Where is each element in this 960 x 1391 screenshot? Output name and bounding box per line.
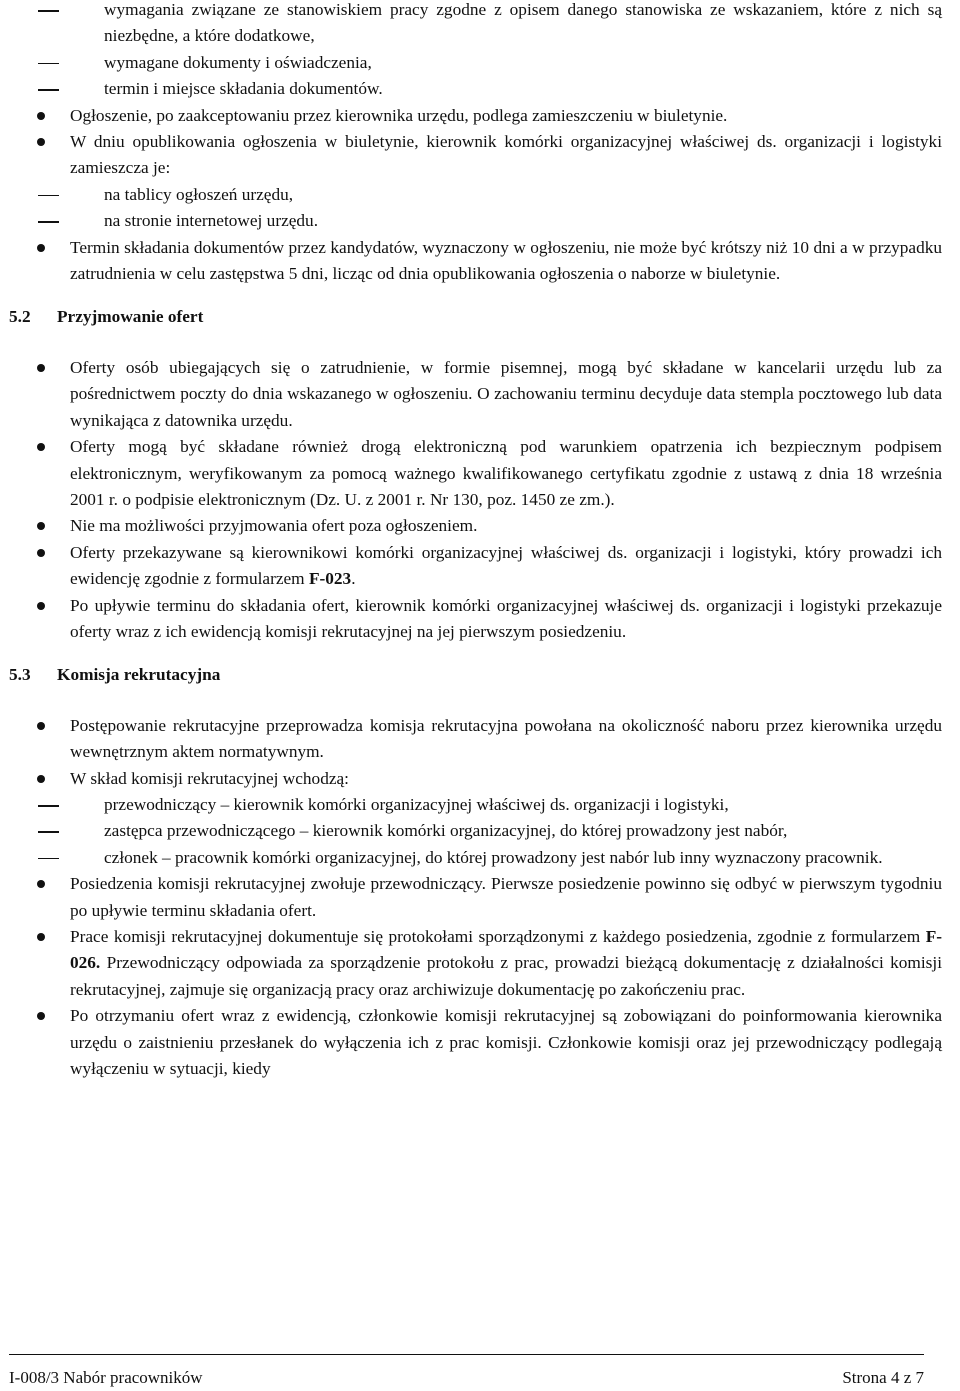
item-text: W dniu opublikowania ogłoszenia w biuletynie, kierownik komórki organizacyjnej właściwej ds. organizacji i logistyki zamieszcza je: [70,132,942,178]
bullet-list-item [0,593,960,646]
item-text: W skład komisji rekrutacyjnej wchodzą: [70,768,349,788]
bullet-marker-icon [37,522,45,530]
item-text-continued: Przewodniczący odpowiada za sporządzenie protokołu z prac, prowadzi bieżącą dokumentację z działalności komisji rekrutacyjnej, zajmuje się organizacją pracy oraz archiwizuje dokumentację po zakończeniu prac. [70,953,942,999]
bullet-list-item [0,1003,960,1082]
section-title: Komisja rekrutacyjna [57,665,221,685]
section-heading-5-2 [0,304,960,330]
dash-list-item [0,182,960,208]
footer-page-number: Strona 4 z 7 [842,1368,924,1387]
dash-list-item [0,76,960,102]
bullet-marker-icon [37,602,45,610]
dash-marker-icon [38,63,59,65]
form-code: F-026. [70,927,942,973]
bullet-marker-icon [37,880,45,888]
item-text: termin i miejsce składania dokumentów. [104,79,383,99]
item-text: na stronie internetowej urzędu. [104,211,319,231]
item-text: Po upływie terminu do składania ofert, kierownik komórki organizacyjnej właściwej ds. organizacji i logistyki przekazuje oferty wraz z ich ewidencją komisji rekrutacyjnej na jej pierwszym posiedzeniu. [70,595,942,641]
item-text: Oferty mogą być składane również drogą elektroniczną pod warunkiem opatrzenia ich bezpiecznym podpisem elektronicznym, weryfikowanym za pomocą ważnego kwalifikowanego certyfikatu zgodnie z ustawą z dnia 18 września 2001 r. o podpisie elektronicznym (Dz. U. z 2001 r. Nr 130, poz. 1450 ze zm.). [70,437,942,509]
item-text: Prace komisji rekrutacyjnej dokumentuje się protokołami sporządzonymi z każdego posiedzenia, zgodnie z formularzem [70,927,926,946]
item-text: przewodniczący – kierownik komórki organizacyjnej właściwej ds. organizacji i logistyki, [104,794,729,814]
item-text: Nie ma możliwości przyjmowania ofert poza ogłoszeniem. [70,516,478,536]
item-text: Po otrzymaniu ofert wraz z ewidencją, członkowie komisji rekrutacyjnej są zobowiązani do poinformowania kierownika urzędu o zaistnieniu przesłanek do wyłączenia ich z prac komisji. Członkowie komisji oraz jej przewodniczący podlegają wyłączeniu w sytuacji, kiedy [70,1006,942,1079]
section-number: 5.2 [9,307,31,327]
item-text: Termin składania dokumentów przez kandydatów, wyznaczony w ogłoszeniu, nie może być krótszy niż 10 dni a w przypadku zatrudnienia w celu zastępstwa 5 dni, licząc od dnia opublikowania ogłoszenia o naborze w biuletynie. [70,237,942,284]
item-text-continued: . [351,569,356,589]
bullet-marker-icon [37,933,45,941]
bullet-marker-icon [37,364,45,372]
bullet-marker-icon [37,244,45,252]
bullet-list-item [0,513,960,539]
form-code: F-023 [308,569,352,589]
item-text: Postępowanie rekrutacyjne przeprowadza komisja rekrutacyjna powołana na okoliczność naboru przez kierownika urzędu wewnętrznym aktem normatywnym. [70,715,942,762]
dash-list-item [0,208,960,234]
dash-marker-icon [38,831,59,833]
section-title: Przyjmowanie ofert [57,307,204,327]
bullet-list-item [0,924,960,1003]
items-top [0,0,960,287]
section-number: 5.3 [9,665,31,685]
bullet-list-item [0,235,960,288]
item-text: wymagane dokumenty i oświadczenia, [104,52,372,72]
section-5-2-items [0,355,960,645]
dash-marker-icon [38,10,59,12]
bullet-list-item [0,766,960,792]
bullet-list-item [0,540,960,593]
bullet-marker-icon [37,138,45,146]
bullet-list-item [0,103,960,129]
dash-marker-icon [38,221,59,223]
dash-list-item [0,50,960,76]
item-text: wymagania związane ze stanowiskiem pracy zgodne z opisem danego stanowiska ze wskazaniem, które z nich są niezbędne, a które dodatkowe, [104,0,942,46]
bullet-list-item [0,713,960,766]
section-5-3-items [0,713,960,1083]
dash-list-item [0,0,960,50]
item-text: zastępca przewodniczącego – kierownik komórki organizacyjnej, do której prowadzony jest nabór, [104,821,788,841]
section-heading-5-3 [0,662,960,688]
dash-marker-icon [38,805,59,807]
bullet-list-item [0,129,960,182]
bullet-marker-icon [37,112,45,120]
dash-marker-icon [38,195,59,197]
bullet-marker-icon [37,549,45,557]
bullet-marker-icon [37,443,45,451]
item-text: członek – pracownik komórki organizacyjnej, do której prowadzony jest nabór lub inny wyznaczony pracownik. [104,847,883,867]
dash-list-item [0,845,960,871]
footer-doc-id: I-008/3 Nabór pracowników [9,1368,203,1387]
bullet-marker-icon [37,722,45,730]
item-text: Oferty osób ubiegających się o zatrudnienie, w formie pisemnej, mogą być składane w kancelarii urzędu lub za pośrednictwem poczty do dnia wskazanego w ogłoszeniu. O zachowaniu terminu decyduje data stempla pocztowego lub data wynikająca z datownika urzędu. [70,357,942,430]
item-text: Oferty przekazywane są kierownikowi komórki organizacyjnej właściwej ds. organizacji i logistyki, który prowadzi ich ewidencję zgodnie z formularzem [70,542,942,589]
dash-marker-icon [38,858,59,860]
bullet-list-item [0,355,960,434]
bullet-marker-icon [37,1012,45,1020]
item-text: Posiedzenia komisji rekrutacyjnej zwołuje przewodniczący. Pierwsze posiedzenie powinno się odbyć w pierwszym tygodniu po upływie terminu składania ofert. [70,874,942,920]
bullet-marker-icon [37,775,45,783]
dash-marker-icon [38,89,59,91]
page-footer [9,1354,924,1391]
dash-list-item [0,792,960,818]
item-text: Ogłoszenie, po zaakceptowaniu przez kierownika urzędu, podlega zamieszczeniu w biuletynie. [70,105,728,125]
bullet-list-item [0,871,960,924]
bullet-list-item [0,434,960,513]
item-text: na tablicy ogłoszeń urzędu, [104,184,294,204]
dash-list-item [0,818,960,844]
